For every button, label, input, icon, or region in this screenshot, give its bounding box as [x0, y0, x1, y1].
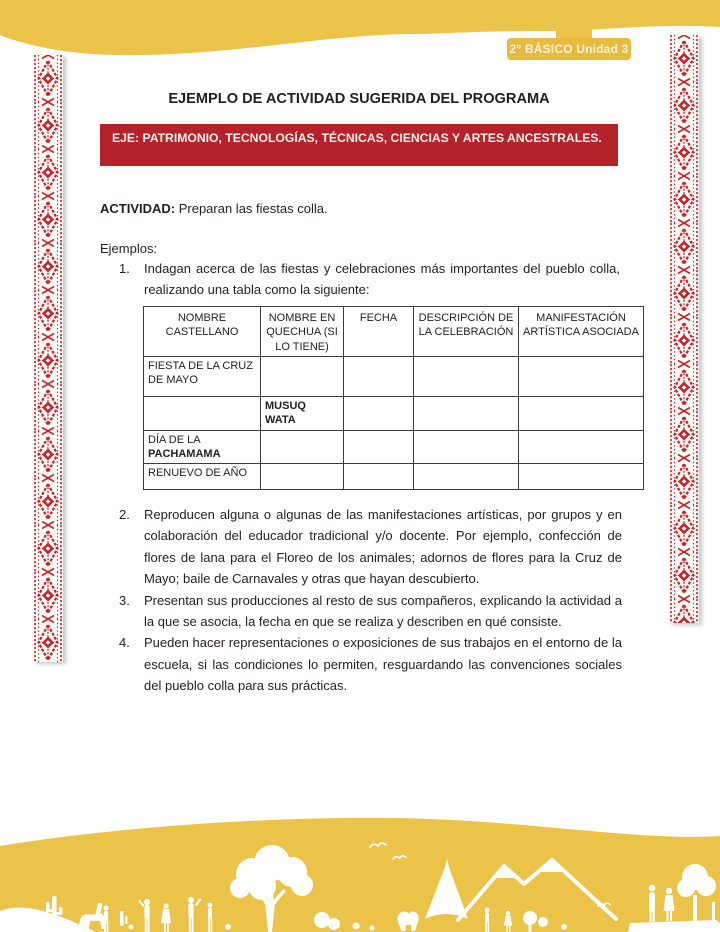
cell-castellano	[144, 464, 261, 490]
cell-fecha	[344, 397, 414, 431]
left-textile-border-icon	[33, 55, 63, 662]
cell-fecha	[344, 430, 414, 464]
list-item-4	[119, 632, 622, 696]
cell-manifestacion	[519, 397, 644, 431]
cell-descripcion	[414, 357, 519, 397]
unit-badge: 2° BÁSICO Unidad 3	[507, 38, 631, 60]
list-item-number: 4.	[119, 635, 130, 651]
footer-landscape-illustration	[0, 810, 720, 932]
list-item-text: Pueden hacer representaciones o exposiciones de sus trabajos en el entorno de la escuela, si las condiciones lo permiten, resguardando las convenciones sociales del pueblo colla para sus prácticas.	[144, 635, 622, 694]
right-textile-border-icon	[669, 35, 699, 623]
header-fecha: FECHA	[344, 307, 414, 357]
cell-manifestacion	[519, 357, 644, 397]
table-header-row	[144, 307, 644, 357]
cell-text-bold: MUSUQ WATA	[265, 400, 306, 427]
cell-castellano	[144, 357, 261, 397]
list-item-1	[119, 258, 620, 301]
list-item-text: Indagan acerca de las fiestas y celebraciones más importantes del pueblo colla, realizando una tabla como la siguiente:	[144, 261, 620, 298]
header-nombre-quechua: NOMBRE EN QUECHUA (SI LO TIENE)	[261, 307, 344, 357]
fiestas-table	[143, 306, 644, 490]
list-item-text: Reproducen alguna o algunas de las manifestaciones artísticas, por grupos y en colaboración del educador tradicional y/o docente. Por ejemplo, confección de flores de lana para el Floreo de los animales; adornos de flores para la Cruz de Mayo; baile de Carnavales y otras que hayan descubierto.	[144, 507, 622, 587]
list-item-text: Presentan sus producciones al resto de sus compañeros, explicando la actividad a la que se asocia, la fecha en que se realiza y describen en qué consiste.	[144, 592, 622, 630]
cell-text: RENUEVO DE AÑO	[148, 467, 248, 480]
table-row	[144, 397, 644, 431]
cell-castellano	[144, 397, 261, 431]
list-item-number: 3.	[119, 592, 130, 608]
eje-banner-text: EJE: PATRIMONIO, TECNOLOGÍAS, TÉCNICAS, CIENCIAS Y ARTES ANCESTRALES.	[112, 131, 602, 145]
cell-quechua	[261, 464, 344, 490]
cell-fecha	[344, 357, 414, 397]
list-item-2	[119, 504, 622, 590]
list-item-number: 1.	[119, 261, 130, 276]
activity-text: Preparan las fiestas colla.	[175, 201, 328, 216]
cell-quechua	[261, 357, 344, 397]
cell-text: FIESTA DE LA CRUZ DE MAYO	[148, 360, 253, 387]
examples-label: Ejemplos:	[100, 241, 158, 256]
eje-banner	[100, 124, 618, 166]
cell-fecha	[344, 464, 414, 490]
cell-manifestacion	[519, 464, 644, 490]
header-descripcion: DESCRIPCIÓN DE LA CELEBRACIÓN	[414, 307, 519, 357]
table-row	[144, 464, 644, 490]
table-row	[144, 430, 644, 464]
list-item-3	[119, 590, 622, 633]
cell-castellano	[144, 430, 261, 464]
cell-descripcion	[414, 430, 519, 464]
activity-line	[100, 201, 620, 216]
cell-manifestacion	[519, 430, 644, 464]
cell-quechua	[261, 430, 344, 464]
examples-list	[119, 504, 622, 697]
page-title: EJEMPLO DE ACTIVIDAD SUGERIDA DEL PROGRAMA	[168, 91, 550, 107]
cell-descripcion	[414, 464, 519, 490]
cell-quechua	[261, 397, 344, 431]
header-nombre-castellano: NOMBRE CASTELLANO	[144, 307, 261, 357]
header-manifestacion: MANIFESTACIÓN ARTÍSTICA ASOCIADA	[519, 307, 644, 357]
cell-text-bold: PACHAMAMA	[148, 447, 221, 460]
table-row	[144, 357, 644, 397]
cell-descripcion	[414, 397, 519, 431]
list-item-number: 2.	[119, 507, 130, 522]
cell-text: DÍA DE LA	[148, 433, 200, 446]
activity-label: ACTIVIDAD:	[100, 201, 176, 216]
